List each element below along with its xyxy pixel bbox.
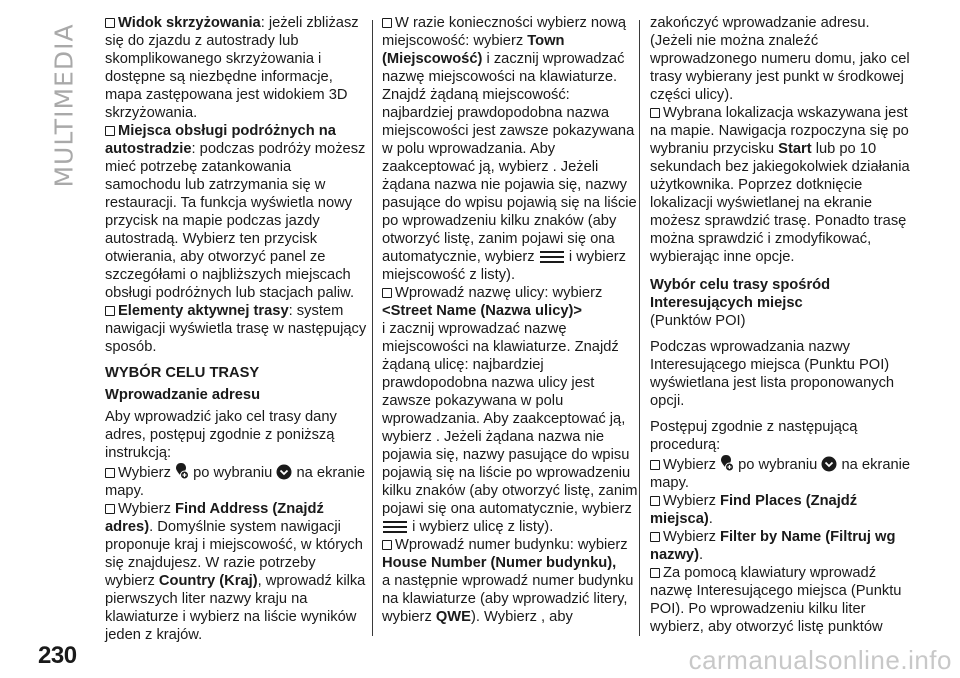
- text: i wybierz miejscowość z listy).: [382, 249, 626, 283]
- text: , wprowadź kilka pierwszych liter nazwy kraju na klawiaturze i wybierz na liście wyników jeden z krajów.: [105, 573, 366, 643]
- chevron-down-icon: [276, 464, 292, 480]
- column-3: [650, 14, 912, 636]
- text: Wybrana lokalizacja wskazywana jest na mapie. Nawigacja rozpoczyna się po wybraniu przycisku: [650, 105, 909, 157]
- text: Wybierz: [663, 529, 720, 545]
- paragraph: [382, 572, 644, 626]
- checkbox-bullet-icon: [382, 18, 392, 28]
- text: i zacznij wprowadzać nazwę miejscowości na klawiaturze. Znajdź żądaną ulicę: najbardziej prawdopodobna nazwa ulicy jest zawsze pokazywana w polu wprowadzania. Aby zaakceptować ją, wybierz . Jeżeli żądana nazwa nie pojawia się, nazwy pasujące do wpisu pojawią się na liście po wprowadzeniu kilku znaków (aby otworzyć listę, zanim pojawi się ona automatycznie, wybierz: [382, 321, 638, 517]
- text: : podczas podróży możesz mieć potrzebę zatankowania samochodu lub zatrzymania się w restauracji. Ta funkcja wyświetla nowy przycisk na mapie podczas jazdy autostradą. Wybierz ten przycisk otwierania, aby otworzyć panel ze szczegółami o najbliższych miejscach obsługi podróżnych lub stacjach paliw.: [105, 141, 366, 301]
- step: [650, 528, 912, 564]
- text: Wybierz: [663, 457, 716, 473]
- paragraph: [105, 122, 367, 302]
- text: po wybraniu: [738, 457, 818, 473]
- text: a następnie wprowadź numer budynku na klawiaturze (aby wprowadzić litery, wybierz: [382, 573, 634, 625]
- paragraph: [105, 302, 367, 356]
- text: ). Wybierz , aby: [470, 609, 573, 625]
- text: po wybraniu: [193, 465, 273, 481]
- paragraph: [382, 554, 644, 572]
- step: [650, 564, 912, 636]
- text: Wybierz: [118, 501, 175, 517]
- term: Miejsca obsługi podróżnych na autostradzie: [105, 123, 336, 157]
- checkbox-bullet-icon: [105, 504, 115, 514]
- text: na ekranie mapy.: [105, 465, 366, 499]
- text: W razie konieczności wybierz nową miejscowość: wybierz: [382, 15, 627, 49]
- step: [650, 104, 912, 266]
- text: . Domyślnie system nawigacji proponuje kraj i miejscowość, w których się znajdujesz. W razie potrzeby wybierz: [105, 519, 363, 589]
- text: na ekranie mapy.: [650, 457, 911, 491]
- text: Wybierz: [663, 493, 720, 509]
- text: .: [708, 511, 713, 527]
- checkbox-bullet-icon: [105, 126, 115, 136]
- step: [382, 536, 644, 554]
- checkbox-bullet-icon: [105, 468, 115, 478]
- list-icon: [539, 250, 565, 264]
- step: [382, 14, 644, 284]
- text: lub po 10 sekundach bez jakiegokolwiek działania użytkownika. Poprzez dotknięcie lokalizacji wyświetlanej na ekranie możesz sprawdzić trasę. Ponadto trasę można sprawdzić i zmodyfikować, wybierając inne opcje.: [650, 141, 910, 265]
- watermark: carmanualsonline.info: [688, 645, 952, 675]
- text: Wybierz: [118, 465, 171, 481]
- section-title: MULTIMEDIA: [49, 22, 79, 188]
- checkbox-bullet-icon: [650, 108, 660, 118]
- step: [105, 462, 367, 500]
- checkbox-bullet-icon: [382, 288, 392, 298]
- text: Wprowadź numer budynku: wybierz: [395, 537, 628, 553]
- paragraph: zakończyć wprowadzanie adresu. (Jeżeli nie można znaleźć wprowadzonego numeru domu, jako cel trasy wybierany jest punkt w środkowej części ulicy).: [650, 15, 910, 103]
- paragraph: [382, 320, 644, 536]
- step: [650, 492, 912, 528]
- column-2: [382, 14, 644, 626]
- subheading: (Punktów POI): [650, 313, 746, 329]
- checkbox-bullet-icon: [650, 532, 660, 542]
- paragraph: [382, 302, 644, 320]
- checkbox-bullet-icon: [650, 496, 660, 506]
- page-number: 230: [38, 642, 77, 669]
- text: : system nawigacji wyświetla trasę w następujący sposób.: [105, 303, 367, 355]
- term: House Number (Numer budynku),: [382, 555, 617, 571]
- step: [650, 454, 912, 492]
- text: .: [698, 547, 704, 563]
- column-1: [105, 14, 367, 644]
- subsection-heading: Wybór celu trasy spośród Interesujących miejsc: [650, 277, 831, 311]
- column-divider: [372, 20, 373, 636]
- term: Elementy aktywnej trasy: [118, 303, 289, 319]
- text: Wprowadź nazwę ulicy: wybierz: [395, 285, 603, 301]
- text: i wybierz ulicę z listy).: [412, 519, 554, 535]
- checkbox-bullet-icon: [382, 540, 392, 550]
- checkbox-bullet-icon: [105, 306, 115, 316]
- paragraph: Postępuj zgodnie z następującą procedurą:: [650, 419, 858, 453]
- paragraph: Podczas wprowadzania nazwy Interesującego miejsca (Punktu POI) wyświetlana jest lista proponowanych opcji.: [650, 339, 895, 409]
- term: QWE: [435, 609, 471, 625]
- term: Filter by Name (Filtruj wg nazwy): [650, 529, 896, 563]
- step: [105, 500, 367, 644]
- text: : jeżeli zbliżasz się do zjazdu z autostrady lub skomplikowanego skrzyżowania i dostępne są niezbędne informacje, mapa zastępowana jest widokiem 3D skrzyżowania.: [105, 15, 359, 121]
- section-label: [44, 22, 84, 188]
- term: Find Address (Znajdź adres): [105, 501, 324, 535]
- term: Start: [778, 141, 812, 157]
- term: Town (Miejscowość): [382, 33, 565, 67]
- text: i zacznij wprowadzać nazwę miejscowości na klawiaturze. Znajdź żądaną miejscowość: najbardziej prawdopodobna nazwa miejscowości jest zawsze pokazywana w polu wprowadzania. Aby zaakceptować ją, wybierz . Jeżeli żądana nazwa nie pojawia się, nazwy pasujące do wpisu pojawią się na liście po wprowadzeniu kilku znaków (aby otworzyć listę, zanim pojawi się ona automatycznie, wybierz: [382, 51, 637, 265]
- map-pin-plus-icon: [720, 454, 734, 472]
- map-pin-plus-icon: [175, 462, 189, 480]
- section-heading: WYBÓR CELU TRASY: [105, 365, 260, 381]
- term: Country (Kraj): [158, 573, 258, 589]
- paragraph: Aby wprowadzić jako cel trasy dany adres, postępuj zgodnie z poniższą instrukcją:: [105, 409, 337, 461]
- step: [382, 284, 644, 302]
- term: Find Places (Znajdź miejsca): [650, 493, 858, 527]
- paragraph: [105, 14, 367, 122]
- text: Za pomocą klawiatury wprowadź nazwę Interesującego miejsca (Punktu POI). Po wprowadzeniu kilku liter wybierz, aby otworzyć listę punktów: [650, 565, 902, 635]
- checkbox-bullet-icon: [650, 460, 660, 470]
- subsection-heading: Wprowadzanie adresu: [105, 387, 261, 403]
- checkbox-bullet-icon: [105, 18, 115, 28]
- term: <Street Name (Nazwa ulicy)>: [382, 303, 582, 319]
- chevron-down-icon: [821, 456, 837, 472]
- term: Widok skrzyżowania: [118, 15, 261, 31]
- checkbox-bullet-icon: [650, 568, 660, 578]
- list-icon: [382, 520, 408, 534]
